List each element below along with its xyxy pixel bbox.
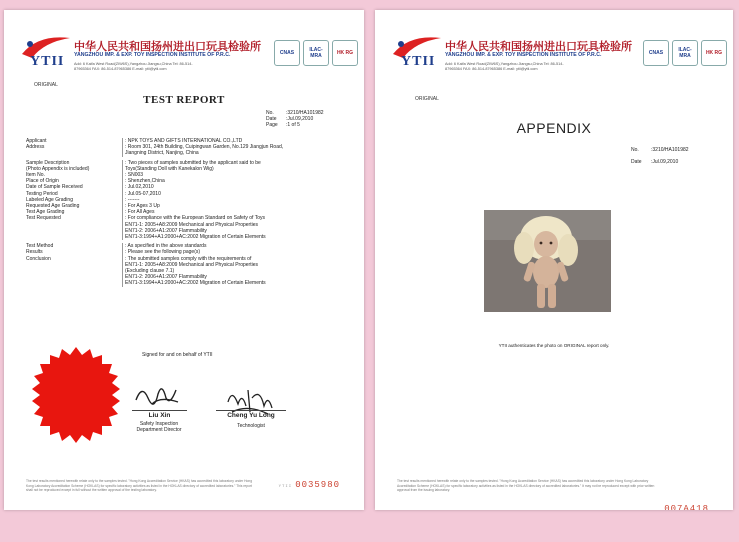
institute-name-cn: 中华人民共和国扬州进出口玩具检验所: [445, 41, 632, 53]
field-value: : Room 301, 24th Building, Cuipingwan Garden, No.129 Jiangjun Road,: [122, 144, 346, 150]
field-label: Address: [26, 144, 45, 151]
ilac-cert-icon: ILAC-MRA: [303, 40, 329, 66]
appendix-title: APPENDIX: [516, 120, 592, 136]
field-label: Sample Description: [26, 159, 70, 166]
field-label: Item No.: [26, 172, 45, 179]
cnas-cert-icon: CNAS: [274, 40, 300, 66]
field-value: EN71-1: 2005+A8:2009 Mechanical and Physical Properties: [122, 262, 346, 268]
field-value: : Two pieces of samples submitted by the applicant said to be: [122, 160, 346, 166]
report-meta: [266, 110, 324, 128]
field-label: [26, 280, 122, 286]
field-value: : NPK TOYS AND GIFTS INTERNATIONAL CO.,LTD: [122, 138, 346, 144]
meta-key: Date: [266, 116, 277, 122]
field-value: EN71-1: 2005+A8:2009 Mechanical and Physical Properties: [122, 222, 346, 228]
appendix-serial-number: 007A418: [664, 504, 709, 510]
signer2-role: Technologist: [237, 423, 265, 429]
field-value: : For compliance with the European Standard on Safety of Toys: [122, 215, 346, 221]
report-number: :3210/HA101982: [286, 110, 324, 116]
cert-logos: [643, 40, 727, 66]
field-value: Jiangning District, Nanjing, China: [122, 150, 346, 156]
appendix-footnote: The test results mentioned herewith relate only to the samples tested. "Hong Kong Accreditation Service (HKAS) has accredited this laboratory under Hong Kong Laboratory Accreditation Scheme (HOKLAS) for specific laboratory activities as listed in the HOKLAS directory of accredited laboratories." It may not be reproduced except with prior written approval from the issuing laboratory.: [397, 479, 655, 492]
hkrg-cert-icon: HK RG: [701, 40, 727, 66]
report-header: [4, 10, 364, 80]
field-label: Date of Sample Received: [26, 184, 83, 191]
institute-name-cn: 中华人民共和国扬州进出口玩具检验所: [74, 41, 261, 53]
field-value: : As specified in the above standards: [122, 243, 346, 249]
institute-address: Add: 6 Kaifa West Road(ZIW6S),Yangzhou Jiangsu,China Tel: 86-514-87965364 FAX: 86-514-87965386 E-mail: ytii@ytii.com: [74, 62, 193, 71]
field-label: Test Method: [26, 243, 54, 250]
field-value: : Shenzhen,China: [122, 178, 346, 184]
institute-name-en: YANGZHOU IMP. & EXP. TOY INSPECTION INSTITUTE OF P.R.C.: [74, 52, 231, 58]
signer1-role: Safety Inspection Department Director: [136, 421, 182, 433]
meta-key: No.: [266, 110, 274, 116]
appendix-meta: [631, 147, 689, 165]
signer2-name: Cheng Yu Long: [227, 412, 275, 419]
field-value: Toys(Standing Doll with Kanekalon Wig): [122, 166, 346, 172]
report-page: :1 of 5: [286, 122, 300, 128]
field-label: [26, 234, 122, 240]
field-value: : -------: [122, 197, 346, 203]
red-seal-icon: [26, 345, 126, 445]
cnas-cert-icon: CNAS: [643, 40, 669, 66]
field-row: [26, 234, 346, 240]
field-value: EN71-2: 2006+A1:2007 Flammability: [122, 274, 346, 280]
appendix-page: [375, 10, 733, 510]
meta-key: Date: [631, 159, 642, 165]
field-label: Results: [26, 249, 43, 256]
sample-doll-photo: [484, 210, 611, 312]
signature-line: [216, 410, 286, 411]
signature-line: [132, 410, 187, 411]
institute-address: Add: 6 Kaifa West Road(ZIW6S),Yangzhou Jiangsu,China Tel: 86-514-87965364 FAX: 86-514-87965386 E-mail: ytii@ytii.com: [445, 62, 564, 71]
signed-for-text: Signed for and on behalf of YTII: [142, 352, 213, 358]
appendix-header: [375, 10, 733, 80]
field-value: (Excluding clause 7.1): [122, 268, 346, 274]
report-title: TEST REPORT: [143, 94, 225, 106]
report-fields: [26, 138, 346, 287]
field-value: : Jul.02,2010: [122, 184, 346, 190]
field-value: : Jul.05-07,2010: [122, 191, 346, 197]
field-label: [26, 150, 122, 156]
field-label: Requested Age Grading: [26, 203, 80, 210]
field-label: Test Requested: [26, 215, 61, 222]
report-date: :Jul.09,2010: [286, 116, 314, 122]
field-value: : SN003: [122, 172, 346, 178]
field-label: Testing Period: [26, 190, 58, 197]
field-value: : The submitted samples comply with the requirements of: [122, 256, 346, 262]
logo-text: YTII: [401, 54, 436, 69]
field-value: EN71-3:1994+A1:2000+AC:2002 Migration of Certain Elements: [122, 280, 346, 286]
institute-name-en: YANGZHOU IMP. & EXP. TOY INSPECTION INSTITUTE OF P.R.C.: [445, 52, 602, 58]
serial-prefix: YTII: [278, 485, 293, 489]
cert-logos: [274, 40, 358, 66]
field-row: [26, 280, 346, 286]
appendix-date: :Jul.09,2010: [651, 159, 679, 165]
serial-number: [279, 480, 340, 490]
field-row: [26, 150, 346, 156]
appendix-number: :3210/HA101982: [651, 147, 689, 153]
field-label: Labeled Age Grading: [26, 196, 73, 203]
field-label: Conclusion: [26, 255, 51, 262]
meta-key: No.: [631, 147, 639, 153]
logo-text: YTII: [30, 54, 65, 69]
signer1-name: Liu Xin: [148, 412, 171, 419]
serial-value: 0035980: [295, 480, 340, 490]
field-label: (Photo Appendix is included): [26, 165, 90, 172]
field-label: Test Age Grading: [26, 209, 65, 216]
original-label: ORIGINAL: [415, 96, 439, 102]
report-footnote: The test results mentioned herewith relate only to the samples tested. "Hong Kong Accreditation Service (HKAS) has accredited this laboratory under Hong Kong Laboratory Accreditation Scheme (HOKLAS) for specific laboratory activities as listed in the HOKLAS directory of accredited laboratories." This report shall not be reproduced except in full without the written approval of the testing laboratory.: [26, 479, 253, 492]
field-value: EN71-2: 2006+A1:2007 Flammability: [122, 228, 346, 234]
field-value: : For Ages 3 Up: [122, 203, 346, 209]
hkrg-cert-icon: HK RG: [332, 40, 358, 66]
original-label: ORIGINAL: [34, 82, 58, 88]
field-value: : For All Ages: [122, 209, 346, 215]
meta-key: Page: [266, 122, 278, 128]
photo-caption: YTII authenticates the photo on ORIGINAL report only.: [498, 343, 610, 348]
test-report-page: [4, 10, 364, 510]
field-value: : Please see the following page(s): [122, 249, 346, 255]
field-label: Place of Origin: [26, 178, 59, 185]
ilac-cert-icon: ILAC-MRA: [672, 40, 698, 66]
field-value: EN71-3:1994+A1:2000+AC:2002 Migration of Certain Elements: [122, 234, 346, 240]
field-label: Applicant: [26, 138, 47, 144]
